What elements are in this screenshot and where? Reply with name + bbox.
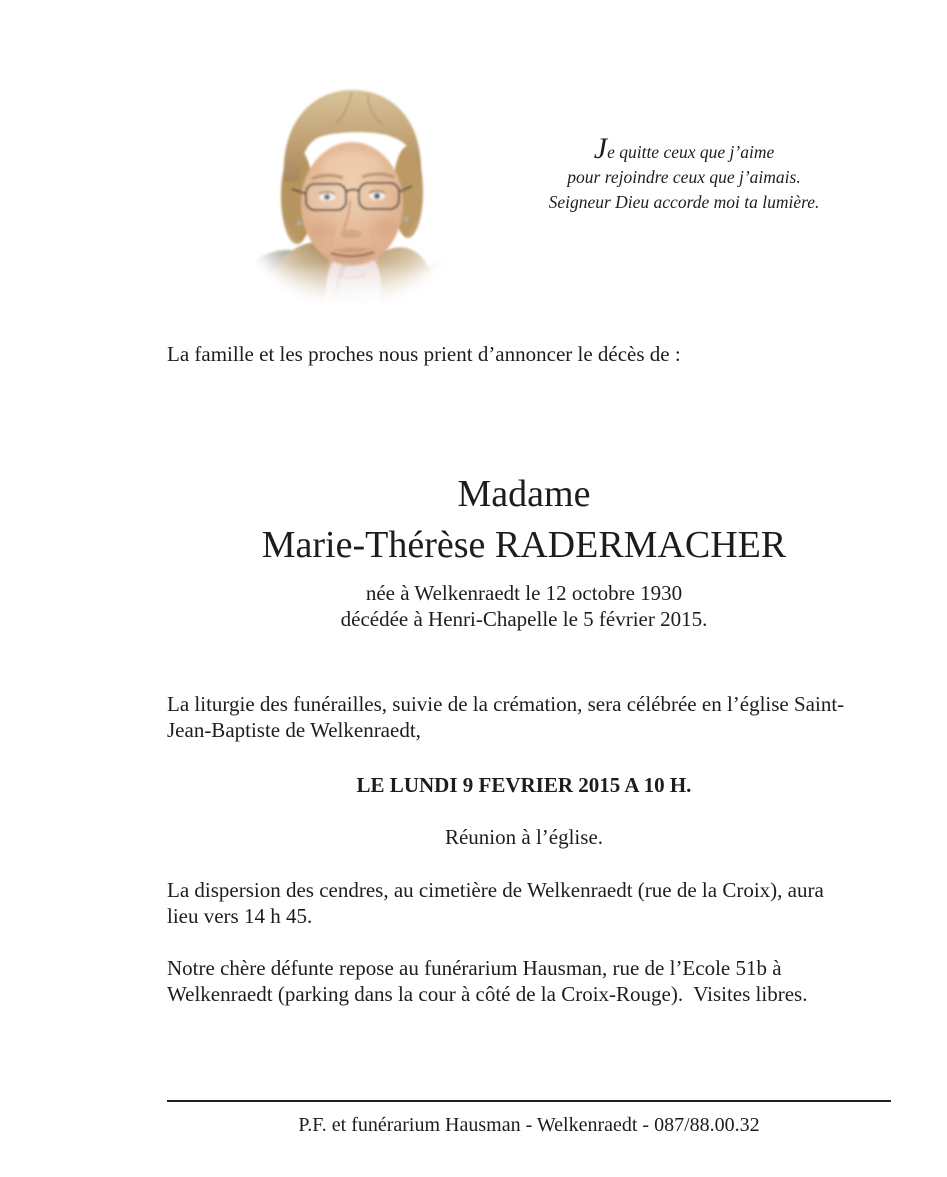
dispersion-paragraph — [167, 877, 824, 929]
dispersion-line: La dispersion des cendres, au cimetière de Welkenraedt (rue de la Croix), aura — [167, 878, 824, 902]
death-line: décédée à Henri-Chapelle le 5 février 2015. — [340, 607, 708, 631]
ceremony-datetime: LE LUNDI 9 FEVRIER 2015 A 10 H. — [356, 773, 692, 797]
repose-line: Notre chère défunte repose au funérarium Hausman, rue de l’Ecole 51b à — [167, 956, 782, 980]
memorial-quote — [504, 132, 864, 215]
birth-line: née à Welkenraedt le 12 octobre 1930 — [365, 581, 683, 605]
liturgy-line: Jean-Baptiste de Welkenraedt, — [167, 718, 421, 742]
footer-divider — [167, 1100, 891, 1102]
portrait-illustration — [240, 58, 462, 308]
dispersion-line: lieu vers 14 h 45. — [167, 904, 313, 928]
deceased-portrait-photo — [240, 58, 462, 308]
meeting-line: Réunion à l’église. — [444, 825, 604, 849]
quote-line: Seigneur Dieu accorde moi ta lumière. — [548, 192, 820, 212]
funeral-home-footer: P.F. et funérarium Hausman - Welkenraedt - 087/88.00.32 — [298, 1114, 760, 1136]
quote-line: pour rejoindre ceux que j’aimais. — [567, 167, 801, 187]
deceased-title: Madame — [457, 473, 591, 515]
liturgy-paragraph — [167, 691, 844, 743]
repose-line: Welkenraedt (parking dans la cour à côté de la Croix-Rouge). Visites libres. — [167, 982, 808, 1006]
announcement-line: La famille et les proches nous prient d’annoncer le décès de : — [167, 342, 681, 366]
deceased-name: Marie-Thérèse RADERMACHER — [261, 524, 787, 566]
quote-line: Je quitte ceux que j’aime — [593, 132, 775, 165]
liturgy-line: La liturgie des funérailles, suivie de la crémation, sera célébrée en l’église Saint- — [167, 692, 845, 716]
repose-paragraph — [167, 955, 807, 1007]
